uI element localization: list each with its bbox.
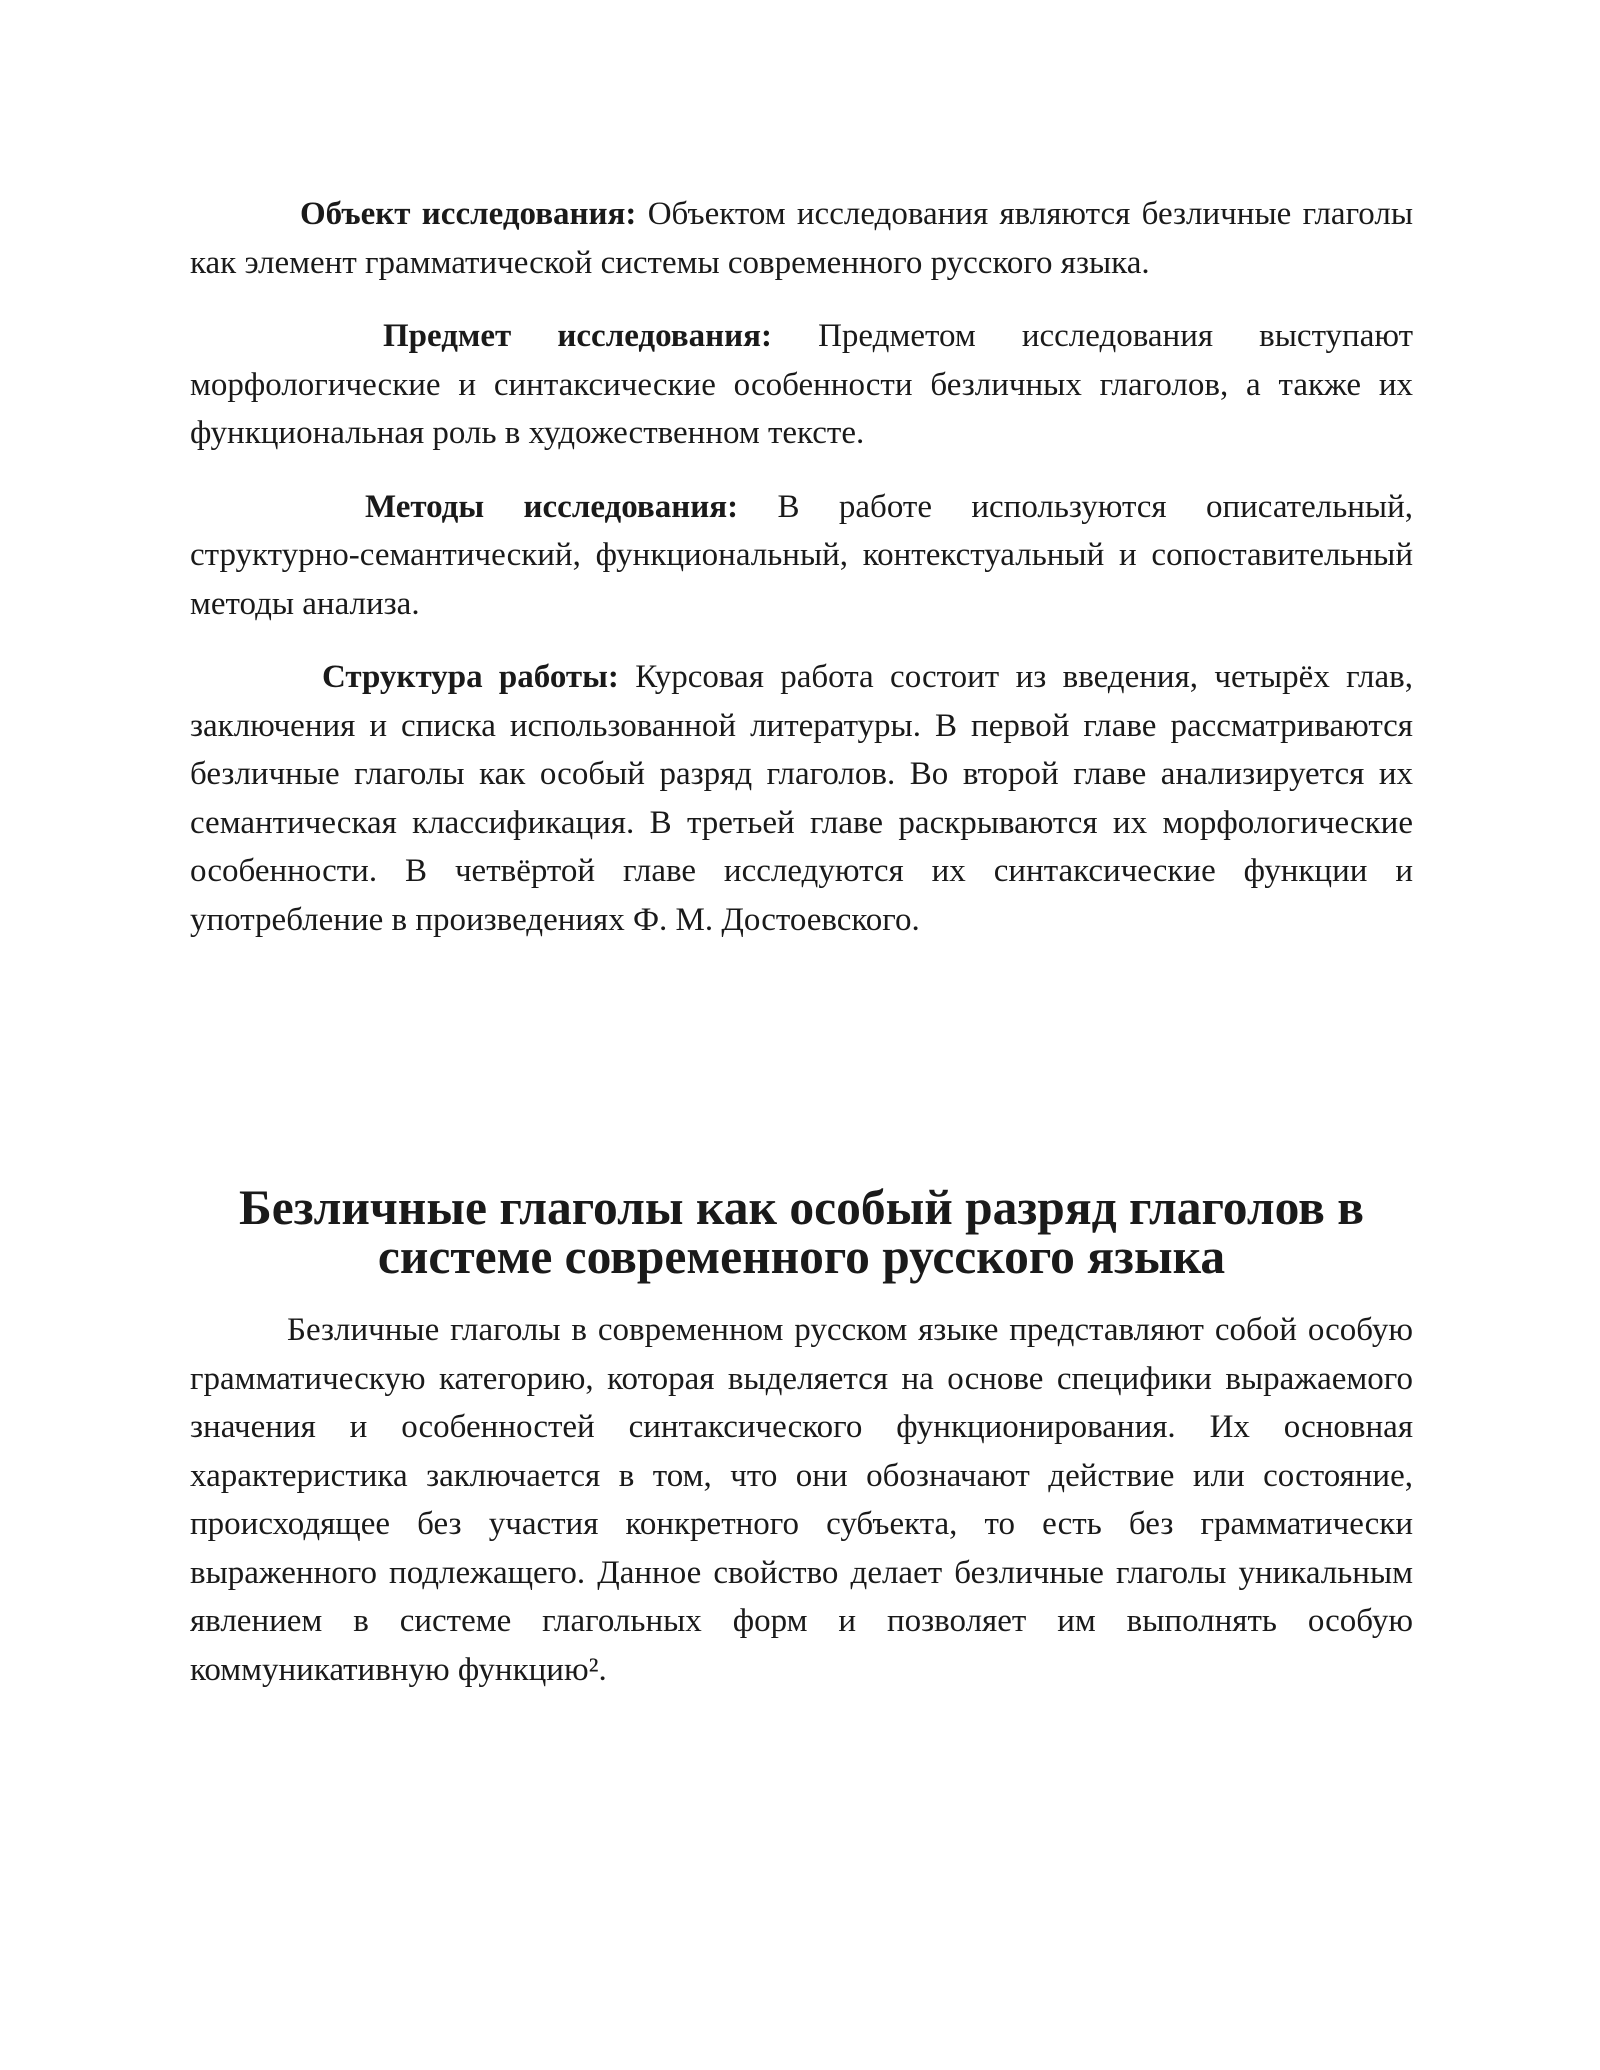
document-body [190,190,1413,1719]
paragraph-research-methods [190,483,1413,629]
section-body-paragraph: Безличные глаголы в современном русском языке представляют собой особую грамматическую категорию, которая выделяется на основе специфики выражаемого значения и особенностей синтаксического функционирования. Их основная характеристика заключается в том, что они обозначают действие или состояние, происходящее без участия конкретного субъекта, то есть без грамматически выраженного подлежащего. Данное свойство делает безличные глаголы уникальным явлением в системе глагольных форм и позволяет им выполнять особую коммуникативную функцию². [190,1312,1413,1688]
paragraph-lead: Методы исследования: [365,488,739,525]
paragraph-lead: Структура работы: [322,659,619,695]
paragraph-text: Предметом исследования выступают морфологические и синтаксические особенности безличных глаголов, а также их функциональная роль в художественном тексте. [190,318,1414,451]
paragraph-work-structure [190,653,1413,944]
paragraph-text: Курсовая работа состоит из введения, четырёх глав, заключения и списка использованной литературы. В первой главе рассматриваются безличные глаголы как особый разряд глаголов. Во второй главе анализируется их семантическая классификация. В третьей главе раскрываются их морфологические особенности. В четвёртой главе исследуются их синтаксические функции и употребление в произведениях Ф. М. Достоевского. [190,659,1413,938]
section-heading: Безличные глаголы как особый разряд глаголов в системе современного русского языка [239,1180,1364,1284]
paragraph-text: Объектом исследования являются безличные глаголы как элемент грамматической системы современного русского языка. [190,196,1413,281]
paragraph-text: В работе используются описательный, структурно-семантический, функциональный, контекстуальный и сопоставительный методы анализа. [190,488,1413,622]
page-spacer [190,969,1413,1184]
paragraph-lead: Предмет исследования: [383,318,772,354]
paragraph-lead: Объект исследования: [300,196,637,232]
paragraph-research-object [190,190,1413,287]
paragraph-research-subject [190,312,1413,458]
